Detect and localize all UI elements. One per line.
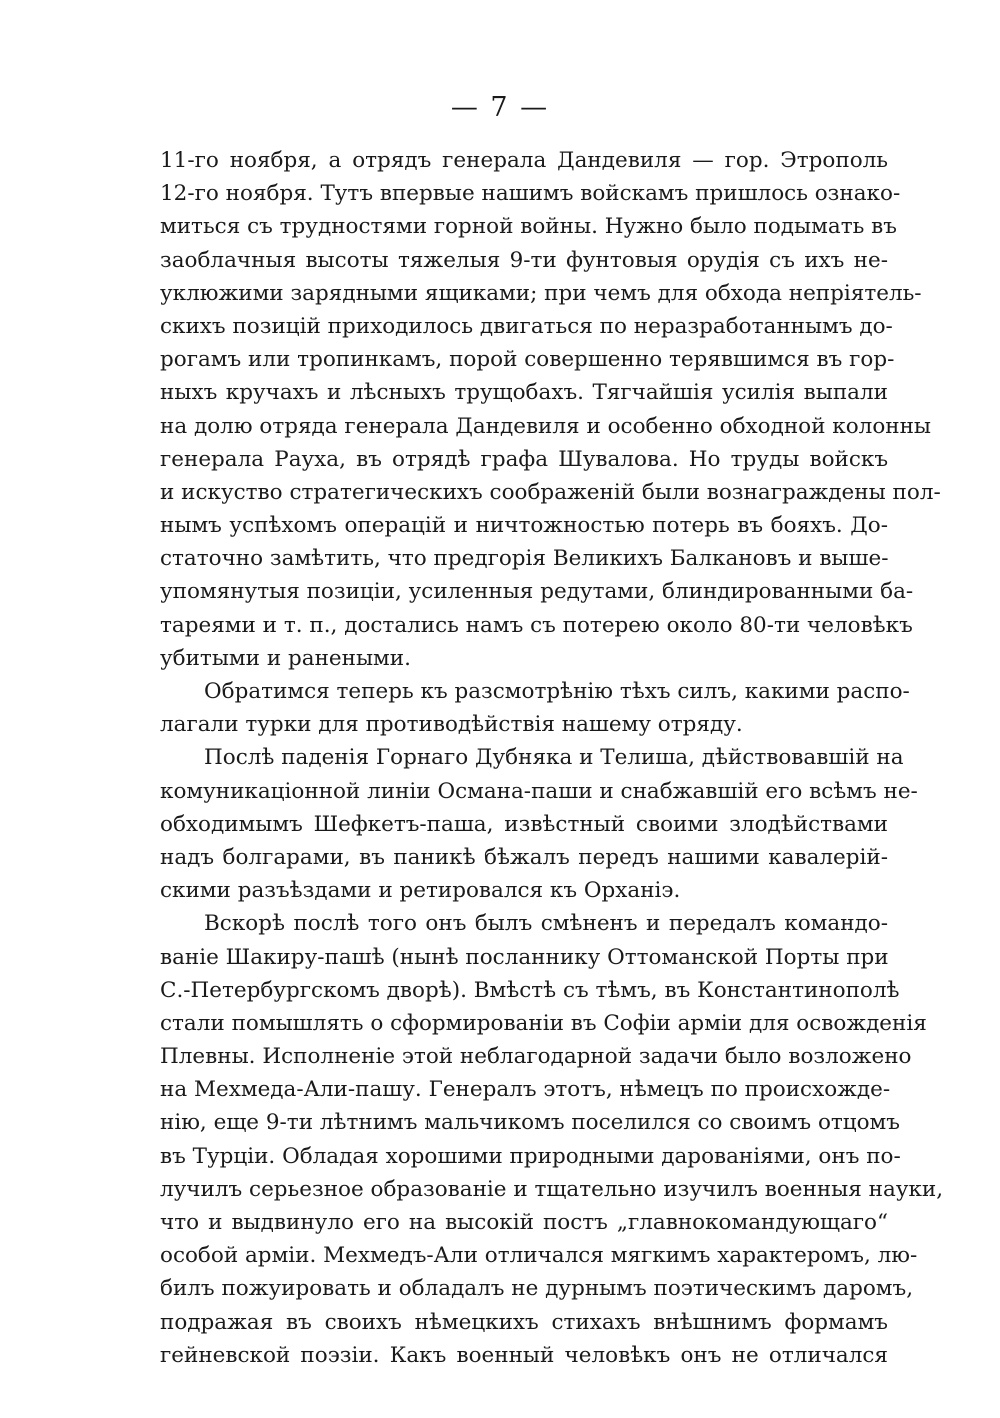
text-line: Плевны. Исполненіе этой неблагодарной задачи было возложено bbox=[160, 1044, 912, 1070]
text-line: Вскорѣ послѣ того онъ былъ смѣненъ и передалъ командо- bbox=[204, 911, 888, 937]
text-line: скими разъѣздами и ретировался къ Орханіэ. bbox=[160, 878, 681, 904]
text-line: упомянутыя позиціи, усиленныя редутами, блиндированными ба- bbox=[160, 579, 914, 605]
text-line: на Мехмеда-Али-пашу. Генералъ этотъ, нѣмецъ по происхожде- bbox=[160, 1077, 891, 1103]
page-number: — 7 — bbox=[450, 92, 550, 123]
text-line: генерала Рауха, въ отрядѣ графа Шувалова. Но труды войскъ bbox=[160, 446, 888, 472]
text-line: стали помышлять о сформированіи въ Софіи арміи для освожденія bbox=[160, 1010, 927, 1036]
text-line: на долю отряда генерала Дандевиля и особенно обходной колонны bbox=[160, 413, 932, 439]
text-line: миться съ трудностями горной войны. Нужно было подымать въ bbox=[160, 214, 897, 240]
text-line: 11-го ноября, а отрядъ генерала Дандевиля — гор. Этрополь bbox=[160, 148, 888, 173]
text-line: рогамъ или тропинкамъ, порой совершенно терявшимся въ гор- bbox=[160, 347, 895, 373]
text-line: Послѣ паденія Горнаго Дубняка и Телиша, дѣйствовавшій на bbox=[204, 745, 904, 771]
text-line: комуникаціонной линіи Османа-паши и снабжавшій его всѣмъ не- bbox=[160, 778, 918, 804]
text-line: что и выдвинуло его на высокій постъ „главнокомандующаго“ bbox=[160, 1210, 888, 1235]
text-line: гейневской поэзіи. Какъ военный человѣкъ онъ не отличался bbox=[160, 1342, 888, 1368]
text-line: лагали турки для противодѣйствія нашему отряду. bbox=[160, 712, 743, 738]
text-line: Обратимся теперь къ разсмотрѣнію тѣхъ силъ, какими распо- bbox=[204, 679, 910, 704]
text-line: нію, еще 9-ти лѣтнимъ мальчикомъ поселился со своимъ отцомъ bbox=[160, 1110, 900, 1136]
text-line: статочно замѣтить, что предгорія Великихъ Балкановъ и выше- bbox=[160, 546, 889, 572]
text-line: нымъ успѣхомъ операцій и ничтожностью потерь въ бояхъ. До- bbox=[160, 513, 888, 539]
text-line: скихъ позицій приходилось двигаться по неразработаннымъ до- bbox=[160, 313, 893, 339]
body-text bbox=[160, 144, 944, 1372]
text-line: заоблачныя высоты тяжелыя 9-ти фунтовыя орудія съ ихъ не- bbox=[160, 247, 888, 273]
text-line: лучилъ серьезное образованіе и тщательно изучилъ военныя науки, bbox=[160, 1176, 944, 1202]
text-line: убитыми и ранеными. bbox=[160, 645, 411, 671]
text-line: тареями и т. п., достались намъ съ потерею около 80-ти человѣкъ bbox=[160, 612, 913, 638]
text-line: 12-го ноября. Тутъ впервые нашимъ войскамъ пришлось ознако- bbox=[160, 181, 901, 207]
text-line: надъ болгарами, въ паникѣ бѣжалъ передъ нашими кавалерій- bbox=[160, 844, 888, 870]
text-line: особой арміи. Мехмедъ-Али отличался мягкимъ характеромъ, лю- bbox=[160, 1243, 918, 1269]
text-line: подражая въ своихъ нѣмецкихъ стихахъ внѣшнимъ формамъ bbox=[160, 1309, 888, 1335]
text-line: обходимымъ Шефкетъ-паша, извѣстный своими злодѣйствами bbox=[160, 811, 888, 837]
text-line: уклюжими зарядными ящиками; при чемъ для обхода непріятель- bbox=[160, 280, 922, 306]
text-line: С.-Петербургскомъ дворѣ). Вмѣстѣ съ тѣмъ, въ Константинополѣ bbox=[160, 977, 900, 1003]
text-line: ваніе Шакиру-пашѣ (нынѣ посланнику Оттоманской Порты при bbox=[160, 944, 889, 970]
text-line: билъ пожуировать и обладалъ не дурнымъ поэтическимъ даромъ, bbox=[160, 1276, 914, 1302]
text-line: ныхъ кручахъ и лѣсныхъ трущобахъ. Тягчайшія усилія выпали bbox=[160, 380, 888, 406]
text-line: въ Турціи. Обладая хорошими природными дарованіями, онъ по- bbox=[160, 1143, 901, 1169]
text-line: и искуство стратегическихъ соображеній были вознаграждены пол- bbox=[160, 479, 941, 505]
